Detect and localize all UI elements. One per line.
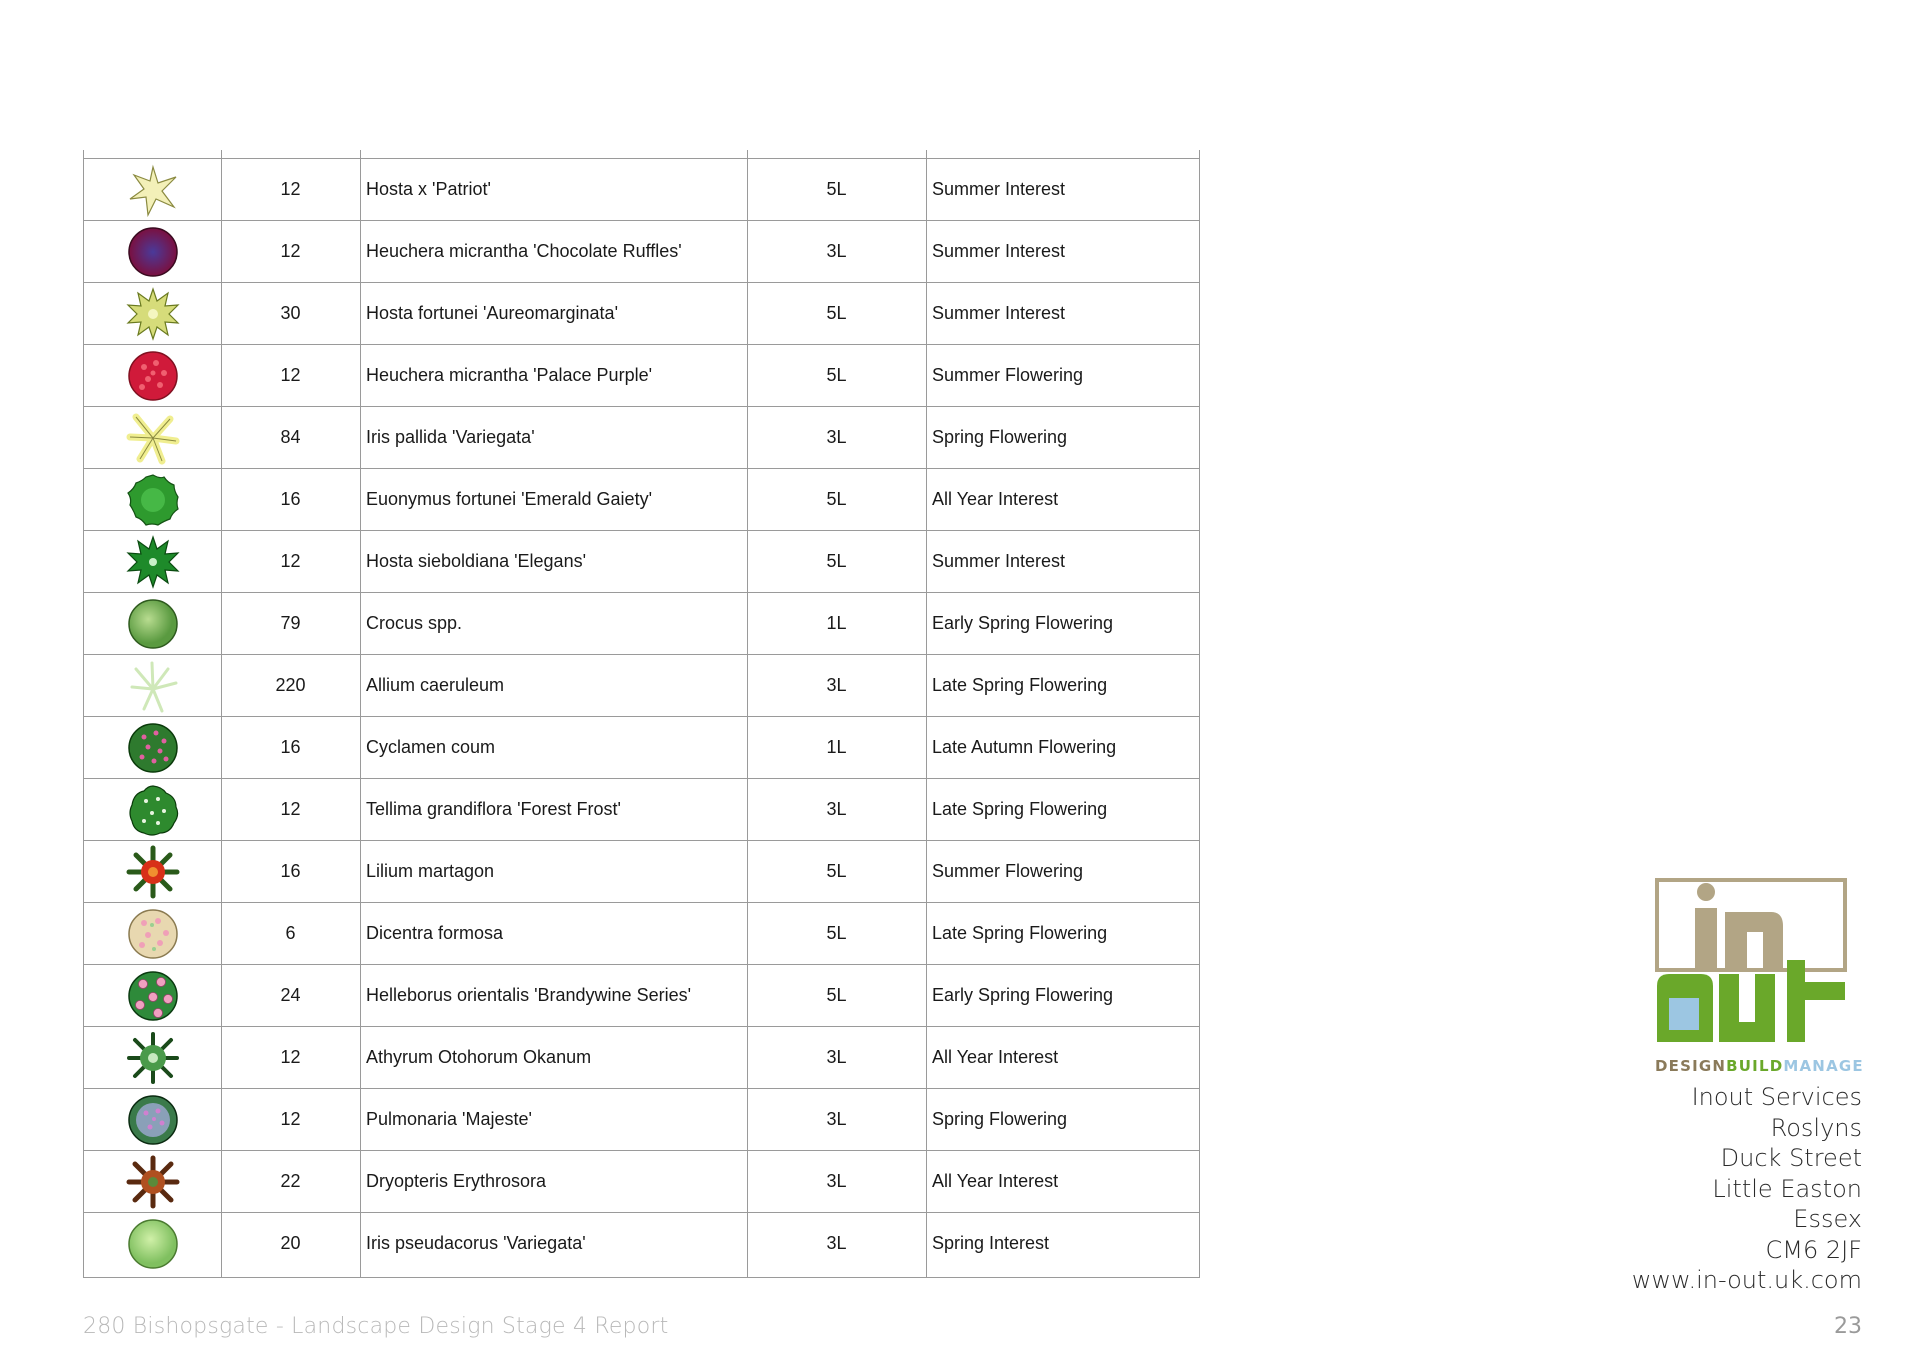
- interest-cell: Late Autumn Flowering: [932, 737, 1117, 757]
- pulmonaria-symbol: [126, 1093, 180, 1147]
- plant-symbol-cell: [84, 717, 221, 778]
- quantity-cell: 30: [280, 303, 301, 323]
- plant-symbol-cell: [84, 283, 221, 344]
- plant-symbol-cell: [84, 531, 221, 592]
- logo-window: [1669, 998, 1699, 1030]
- logo-dot: [1697, 883, 1715, 901]
- allium-symbol: [126, 659, 180, 713]
- table-row: [84, 406, 1199, 468]
- interest-cell: Late Spring Flowering: [932, 799, 1108, 819]
- pot-size-cell: 5L: [826, 985, 847, 1005]
- table-row: [84, 1212, 1199, 1274]
- plant-name-cell: Iris pseudacorus 'Variegata': [366, 1233, 586, 1253]
- table-row: [84, 282, 1199, 344]
- logo-letter-i: [1695, 908, 1717, 968]
- plant-name-cell: Tellima grandiflora 'Forest Frost': [366, 799, 621, 819]
- quantity-cell: 12: [280, 365, 301, 385]
- euonymus-symbol: [126, 473, 180, 527]
- pot-size-cell: 5L: [826, 179, 847, 199]
- plant-symbol-cell: [84, 221, 221, 282]
- interest-cell: Late Spring Flowering: [932, 923, 1108, 943]
- logo-letter-t: [1787, 960, 1845, 1042]
- pot-size-cell: 1L: [826, 613, 847, 633]
- quantity-cell: 79: [280, 613, 301, 633]
- pot-size-cell: 3L: [826, 1047, 847, 1067]
- pot-size-cell: 3L: [826, 799, 847, 819]
- plant-symbol-cell: [84, 1151, 221, 1212]
- pot-size-cell: 5L: [826, 551, 847, 571]
- postcode: CM6 2JF: [1765, 1235, 1862, 1264]
- interest-cell: Spring Interest: [932, 1233, 1050, 1253]
- plant-name-cell: Iris pallida 'Variegata': [366, 427, 535, 447]
- plant-symbol-cell: [84, 593, 221, 654]
- plant-name-cell: Hosta x 'Patriot': [366, 179, 491, 199]
- tagline-design: DESIGN: [1655, 1057, 1727, 1075]
- hosta-aureomarginata-symbol: [126, 287, 180, 341]
- interest-cell: Summer Interest: [932, 551, 1066, 571]
- plant-name-cell: Heuchera micrantha 'Palace Purple': [366, 365, 653, 385]
- report-title: 280 Bishopsgate - Landscape Design Stage 4 Report: [83, 1314, 669, 1339]
- interest-cell: Late Spring Flowering: [932, 675, 1108, 695]
- pot-size-cell: 5L: [826, 489, 847, 509]
- plant-symbol-cell: [84, 1027, 221, 1088]
- table-row: [84, 468, 1199, 530]
- quantity-cell: 22: [280, 1171, 301, 1191]
- table-row: [84, 530, 1199, 592]
- tellima-symbol: [126, 783, 180, 837]
- quantity-cell: 84: [280, 427, 301, 447]
- plant-symbol-cell: [84, 345, 221, 406]
- page-number: 23: [1834, 1314, 1862, 1339]
- plant-symbol-cell: [84, 407, 221, 468]
- pot-size-cell: 3L: [826, 241, 847, 261]
- iris-pseudacorus-symbol: [126, 1217, 180, 1271]
- quantity-cell: 16: [280, 737, 301, 757]
- plant-symbol-cell: [84, 1213, 221, 1274]
- plant-name-cell: Pulmonaria 'Majeste': [366, 1109, 532, 1129]
- plant-name-cell: Lilium martagon: [366, 861, 495, 881]
- website-link[interactable]: www.in-out.uk.com: [1631, 1266, 1862, 1294]
- table-row: [84, 654, 1199, 716]
- plant-symbol-cell: [84, 469, 221, 530]
- table-row: [84, 1150, 1199, 1212]
- in-out-logo: [1655, 878, 1847, 1044]
- address-line: Duck Street: [1720, 1144, 1862, 1172]
- interest-cell: Early Spring Flowering: [932, 985, 1114, 1005]
- plant-name-cell: Heuchera micrantha 'Chocolate Ruffles': [366, 241, 682, 261]
- logo-letter-u: [1719, 974, 1775, 1042]
- plant-symbol-cell: [84, 655, 221, 716]
- lilium-symbol: [126, 845, 180, 899]
- pot-size-cell: 5L: [826, 923, 847, 943]
- table-row: [84, 716, 1199, 778]
- table-row: [84, 902, 1199, 964]
- quantity-cell: 220: [275, 675, 306, 695]
- interest-cell: Summer Flowering: [932, 365, 1084, 385]
- plant-name-cell: Cyclamen coum: [366, 737, 496, 757]
- table-row: [84, 778, 1199, 840]
- plant-name-cell: Dicentra formosa: [366, 923, 504, 943]
- table-row: [84, 1026, 1199, 1088]
- table-row: [84, 964, 1199, 1026]
- plant-name-cell: Euonymus fortunei 'Emerald Gaiety': [366, 489, 653, 509]
- plant-symbol-cell: [84, 841, 221, 902]
- heuchera-palace-purple-symbol: [126, 349, 180, 403]
- address-line: Essex: [1793, 1205, 1862, 1233]
- table-row: [84, 220, 1199, 282]
- quantity-cell: 24: [280, 985, 301, 1005]
- table-row: [84, 344, 1199, 406]
- interest-cell: All Year Interest: [932, 1047, 1059, 1067]
- plant-name-cell: Hosta sieboldiana 'Elegans': [366, 551, 587, 571]
- logo-letter-n: [1725, 912, 1783, 968]
- interest-cell: Summer Interest: [932, 179, 1066, 199]
- cyclamen-symbol: [126, 721, 180, 775]
- plant-symbol-cell: [84, 779, 221, 840]
- tagline-manage: MANAGE: [1783, 1057, 1864, 1075]
- hosta-patriot-symbol: [126, 163, 180, 217]
- tagline-build: BUILD: [1726, 1057, 1784, 1075]
- iris-pallida-symbol: [126, 411, 180, 465]
- table-row: [84, 840, 1199, 902]
- heuchera-chocolate-symbol: [126, 225, 180, 279]
- quantity-cell: 12: [280, 1109, 301, 1129]
- plant-schedule-table: [83, 150, 1200, 1278]
- pot-size-cell: 5L: [826, 861, 847, 881]
- plant-symbol-cell: [84, 965, 221, 1026]
- interest-cell: Summer Interest: [932, 241, 1066, 261]
- quantity-cell: 12: [280, 551, 301, 571]
- company-address: [1542, 1082, 1862, 1296]
- interest-cell: Early Spring Flowering: [932, 613, 1114, 633]
- quantity-cell: 12: [280, 179, 301, 199]
- pot-size-cell: 3L: [826, 1171, 847, 1191]
- logo-tagline: [1655, 1057, 1864, 1075]
- quantity-cell: 6: [285, 923, 296, 943]
- interest-cell: Summer Flowering: [932, 861, 1084, 881]
- quantity-cell: 12: [280, 799, 301, 819]
- pot-size-cell: 3L: [826, 427, 847, 447]
- pot-size-cell: 1L: [826, 737, 847, 757]
- interest-cell: Summer Interest: [932, 303, 1066, 323]
- plant-name-cell: Athyrum Otohorum Okanum: [366, 1047, 592, 1067]
- interest-cell: All Year Interest: [932, 489, 1059, 509]
- plant-symbol-cell: [84, 903, 221, 964]
- pot-size-cell: 5L: [826, 365, 847, 385]
- quantity-cell: 16: [280, 489, 301, 509]
- address-line: Little Easton: [1712, 1174, 1862, 1203]
- plant-name-cell: Dryopteris Erythrosora: [366, 1171, 547, 1191]
- pot-size-cell: 3L: [826, 1109, 847, 1129]
- plant-name-cell: Allium caeruleum: [366, 675, 505, 695]
- interest-cell: All Year Interest: [932, 1171, 1059, 1191]
- athyrum-symbol: [126, 1031, 180, 1085]
- crocus-symbol: [126, 597, 180, 651]
- plant-symbol-cell: [84, 159, 221, 220]
- quantity-cell: 16: [280, 861, 301, 881]
- pot-size-cell: 3L: [826, 1233, 847, 1253]
- table-row: [84, 158, 1199, 220]
- plant-name-cell: Helleborus orientalis 'Brandywine Series': [366, 985, 692, 1005]
- address-line: Roslyns: [1770, 1113, 1862, 1142]
- pot-size-cell: 5L: [826, 303, 847, 323]
- pot-size-cell: 3L: [826, 675, 847, 695]
- helleborus-symbol: [126, 969, 180, 1023]
- hosta-elegans-symbol: [126, 535, 180, 589]
- quantity-cell: 20: [280, 1233, 301, 1253]
- plant-name-cell: Hosta fortunei 'Aureomarginata': [366, 303, 619, 323]
- dicentra-symbol: [126, 907, 180, 961]
- company-name: Inout Services: [1691, 1083, 1862, 1111]
- quantity-cell: 12: [280, 1047, 301, 1067]
- plant-symbol-cell: [84, 1089, 221, 1150]
- plant-name-cell: Crocus spp.: [366, 613, 463, 633]
- interest-cell: Spring Flowering: [932, 427, 1068, 447]
- quantity-cell: 12: [280, 241, 301, 261]
- dryopteris-symbol: [126, 1155, 180, 1209]
- table-row: [84, 592, 1199, 654]
- table-row: [84, 1088, 1199, 1150]
- interest-cell: Spring Flowering: [932, 1109, 1068, 1129]
